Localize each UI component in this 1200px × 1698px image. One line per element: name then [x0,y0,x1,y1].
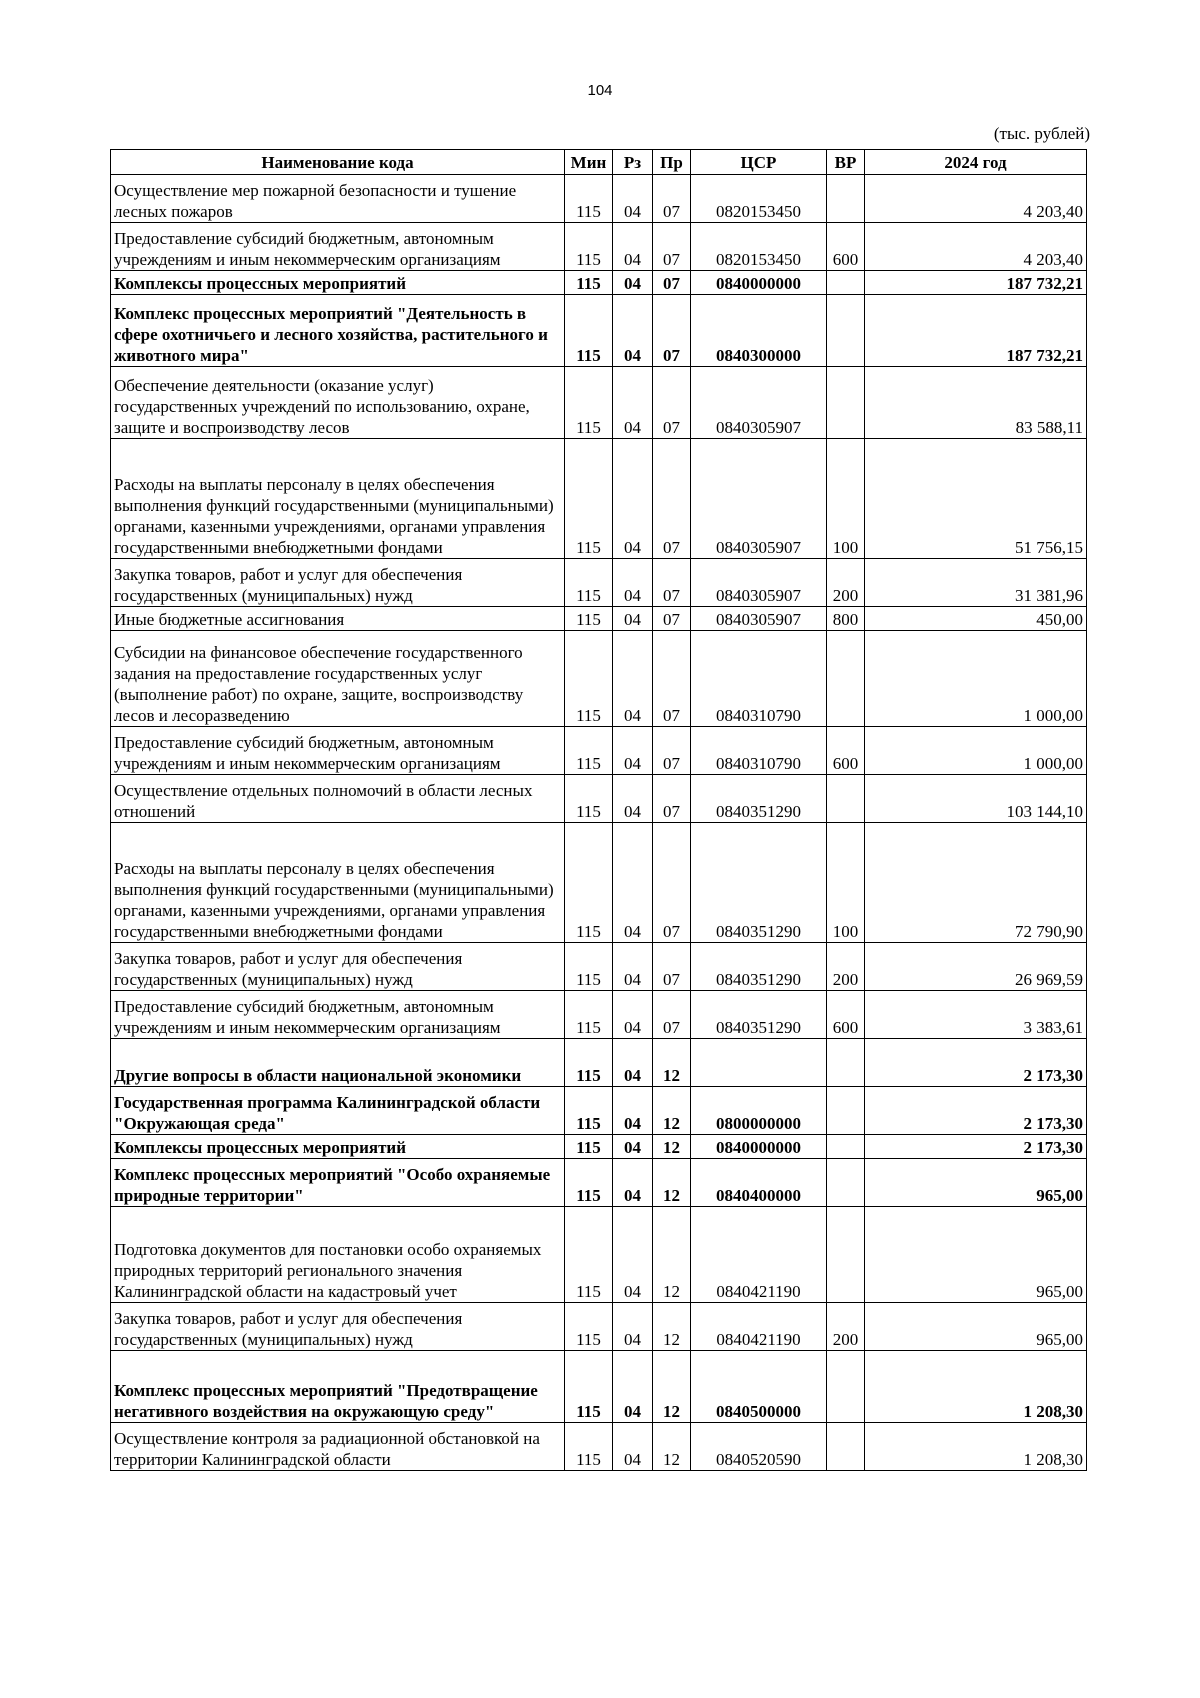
row-rz: 04 [613,607,653,631]
row-name: Комплексы процессных мероприятий [111,1135,565,1159]
table-row [111,1087,1087,1135]
table-header-row [111,150,1087,175]
row-csr: 0820153450 [691,175,827,223]
row-name: Комплекс процессных мероприятий "Деятельность в сфере охотничьего и лесного хозяйства, растительного и животного мира" [111,295,565,367]
row-pr: 12 [653,1039,691,1087]
row-vr [827,1159,865,1207]
row-rz: 04 [613,223,653,271]
row-rz: 04 [613,727,653,775]
row-amount: 4 203,40 [865,175,1087,223]
table-row [111,823,1087,943]
row-csr: 0840421190 [691,1303,827,1351]
row-pr: 07 [653,439,691,559]
row-pr: 12 [653,1135,691,1159]
row-vr [827,271,865,295]
row-amount: 103 144,10 [865,775,1087,823]
row-pr: 12 [653,1159,691,1207]
row-amount: 1 208,30 [865,1423,1087,1471]
header-name: Наименование кода [111,150,565,175]
row-rz: 04 [613,1303,653,1351]
row-amount: 72 790,90 [865,823,1087,943]
row-rz: 04 [613,943,653,991]
row-name: Закупка товаров, работ и услуг для обеспечения государственных (муниципальных) нужд [111,943,565,991]
table-row [111,367,1087,439]
row-name: Закупка товаров, работ и услуг для обеспечения государственных (муниципальных) нужд [111,1303,565,1351]
row-name: Осуществление контроля за радиационной обстановкой на территории Калининградской области [111,1423,565,1471]
row-min: 115 [565,223,613,271]
table-row [111,1423,1087,1471]
row-name: Обеспечение деятельности (оказание услуг) государственных учреждений по использованию, охране, защите и воспроизводству лесов [111,367,565,439]
row-vr [827,1351,865,1423]
row-amount: 31 381,96 [865,559,1087,607]
row-csr: 0840310790 [691,631,827,727]
row-amount: 965,00 [865,1303,1087,1351]
header-year: 2024 год [865,150,1087,175]
row-rz: 04 [613,1351,653,1423]
row-min: 115 [565,823,613,943]
table-row [111,943,1087,991]
row-amount: 2 173,30 [865,1039,1087,1087]
row-min: 115 [565,175,613,223]
row-vr [827,367,865,439]
row-pr: 12 [653,1207,691,1303]
table-row [111,439,1087,559]
row-min: 115 [565,727,613,775]
row-amount: 51 756,15 [865,439,1087,559]
row-vr [827,175,865,223]
row-min: 115 [565,607,613,631]
row-vr: 600 [827,727,865,775]
row-pr: 07 [653,223,691,271]
row-pr: 07 [653,823,691,943]
row-csr: 0840351290 [691,775,827,823]
row-min: 115 [565,991,613,1039]
header-rz: Рз [613,150,653,175]
row-min: 115 [565,943,613,991]
row-min: 115 [565,1303,613,1351]
row-rz: 04 [613,1159,653,1207]
row-csr: 0840400000 [691,1159,827,1207]
row-amount: 2 173,30 [865,1087,1087,1135]
row-pr: 07 [653,367,691,439]
row-csr: 0840500000 [691,1351,827,1423]
row-csr: 0840351290 [691,991,827,1039]
row-rz: 04 [613,1423,653,1471]
row-rz: 04 [613,559,653,607]
row-min: 115 [565,439,613,559]
row-vr: 100 [827,439,865,559]
header-csr: ЦСР [691,150,827,175]
row-min: 115 [565,295,613,367]
table-row [111,271,1087,295]
row-vr [827,1087,865,1135]
row-rz: 04 [613,439,653,559]
row-rz: 04 [613,775,653,823]
row-rz: 04 [613,991,653,1039]
row-csr: 0840000000 [691,1135,827,1159]
budget-table [110,149,1087,1471]
row-vr: 200 [827,559,865,607]
row-min: 115 [565,1087,613,1135]
row-vr [827,1423,865,1471]
row-name: Расходы на выплаты персоналу в целях обеспечения выполнения функций государственными (муниципальными) органами, казенными учреждениями, органами управления государственными внебюджетными фондами [111,439,565,559]
units-caption: (тыс. рублей) [993,124,1090,143]
row-csr: 0840000000 [691,271,827,295]
table-row [111,1303,1087,1351]
row-csr: 0840310790 [691,727,827,775]
row-vr: 200 [827,1303,865,1351]
row-rz: 04 [613,1135,653,1159]
row-amount: 4 203,40 [865,223,1087,271]
row-rz: 04 [613,631,653,727]
header-pr: Пр [653,150,691,175]
row-vr [827,1207,865,1303]
row-min: 115 [565,1423,613,1471]
row-rz: 04 [613,271,653,295]
row-vr [827,631,865,727]
row-name: Субсидии на финансовое обеспечение государственного задания на предоставление государственных услуг (выполнение работ) по охране, защите, воспроизводству лесов и лесоразведению [111,631,565,727]
row-csr: 0800000000 [691,1087,827,1135]
table-row [111,631,1087,727]
table-row [111,1351,1087,1423]
row-pr: 07 [653,991,691,1039]
row-vr: 200 [827,943,865,991]
row-name: Предоставление субсидий бюджетным, автономным учреждениям и иным некоммерческим организациям [111,991,565,1039]
row-name: Предоставление субсидий бюджетным, автономным учреждениям и иным некоммерческим организациям [111,223,565,271]
row-rz: 04 [613,1087,653,1135]
row-name: Расходы на выплаты персоналу в целях обеспечения выполнения функций государственными (муниципальными) органами, казенными учреждениями, органами управления государственными внебюджетными фондами [111,823,565,943]
row-csr: 0840520590 [691,1423,827,1471]
row-name: Комплекс процессных мероприятий "Предотвращение негативного воздействия на окружающую среду" [111,1351,565,1423]
row-min: 115 [565,631,613,727]
row-pr: 07 [653,559,691,607]
row-amount: 1 208,30 [865,1351,1087,1423]
row-vr: 600 [827,991,865,1039]
row-pr: 07 [653,775,691,823]
row-pr: 07 [653,295,691,367]
row-amount: 187 732,21 [865,295,1087,367]
row-name: Другие вопросы в области национальной экономики [111,1039,565,1087]
table-row [111,559,1087,607]
row-name: Иные бюджетные ассигнования [111,607,565,631]
row-amount: 450,00 [865,607,1087,631]
row-vr: 100 [827,823,865,943]
row-min: 115 [565,1207,613,1303]
row-csr: 0840305907 [691,559,827,607]
row-min: 115 [565,271,613,295]
row-rz: 04 [613,367,653,439]
row-csr: 0840305907 [691,607,827,631]
row-pr: 12 [653,1087,691,1135]
row-csr: 0840351290 [691,823,827,943]
table-row [111,295,1087,367]
row-amount: 3 383,61 [865,991,1087,1039]
row-min: 115 [565,1135,613,1159]
row-csr: 0820153450 [691,223,827,271]
row-vr [827,1135,865,1159]
row-rz: 04 [613,295,653,367]
row-pr: 07 [653,175,691,223]
row-min: 115 [565,1351,613,1423]
row-rz: 04 [613,1039,653,1087]
row-csr: 0840351290 [691,943,827,991]
page-number: 104 [587,82,613,99]
row-pr: 07 [653,943,691,991]
row-name: Государственная программа Калининградской области "Окружающая среда" [111,1087,565,1135]
row-csr: 0840300000 [691,295,827,367]
table-row [111,175,1087,223]
row-name: Закупка товаров, работ и услуг для обеспечения государственных (муниципальных) нужд [111,559,565,607]
row-vr: 800 [827,607,865,631]
row-pr: 07 [653,727,691,775]
row-vr [827,775,865,823]
row-csr: 0840421190 [691,1207,827,1303]
row-name: Комплексы процессных мероприятий [111,271,565,295]
row-pr: 12 [653,1423,691,1471]
row-name: Осуществление отдельных полномочий в области лесных отношений [111,775,565,823]
row-vr: 600 [827,223,865,271]
row-name: Подготовка документов для постановки особо охраняемых природных территорий регионального значения Калининградской области на кадастровый учет [111,1207,565,1303]
row-amount: 187 732,21 [865,271,1087,295]
row-min: 115 [565,1039,613,1087]
row-pr: 07 [653,631,691,727]
row-pr: 12 [653,1351,691,1423]
row-min: 115 [565,367,613,439]
header-vr: ВР [827,150,865,175]
table-row [111,775,1087,823]
row-rz: 04 [613,1207,653,1303]
row-pr: 07 [653,607,691,631]
row-csr: 0840305907 [691,439,827,559]
row-amount: 2 173,30 [865,1135,1087,1159]
table-row [111,607,1087,631]
row-rz: 04 [613,175,653,223]
table-row [111,1135,1087,1159]
row-rz: 04 [613,823,653,943]
table-row [111,1159,1087,1207]
row-amount: 965,00 [865,1159,1087,1207]
header-min: Мин [565,150,613,175]
row-vr [827,295,865,367]
row-amount: 1 000,00 [865,631,1087,727]
table-row [111,1207,1087,1303]
row-amount: 26 969,59 [865,943,1087,991]
row-name: Предоставление субсидий бюджетным, автономным учреждениям и иным некоммерческим организациям [111,727,565,775]
row-amount: 83 588,11 [865,367,1087,439]
row-amount: 1 000,00 [865,727,1087,775]
table-row [111,991,1087,1039]
row-min: 115 [565,559,613,607]
row-min: 115 [565,775,613,823]
row-csr [691,1039,827,1087]
row-amount: 965,00 [865,1207,1087,1303]
row-csr: 0840305907 [691,367,827,439]
table-row [111,727,1087,775]
table-row [111,1039,1087,1087]
table-row [111,223,1087,271]
row-name: Комплекс процессных мероприятий "Особо охраняемые природные территории" [111,1159,565,1207]
row-name: Осуществление мер пожарной безопасности и тушение лесных пожаров [111,175,565,223]
row-pr: 07 [653,271,691,295]
row-min: 115 [565,1159,613,1207]
row-pr: 12 [653,1303,691,1351]
row-vr [827,1039,865,1087]
